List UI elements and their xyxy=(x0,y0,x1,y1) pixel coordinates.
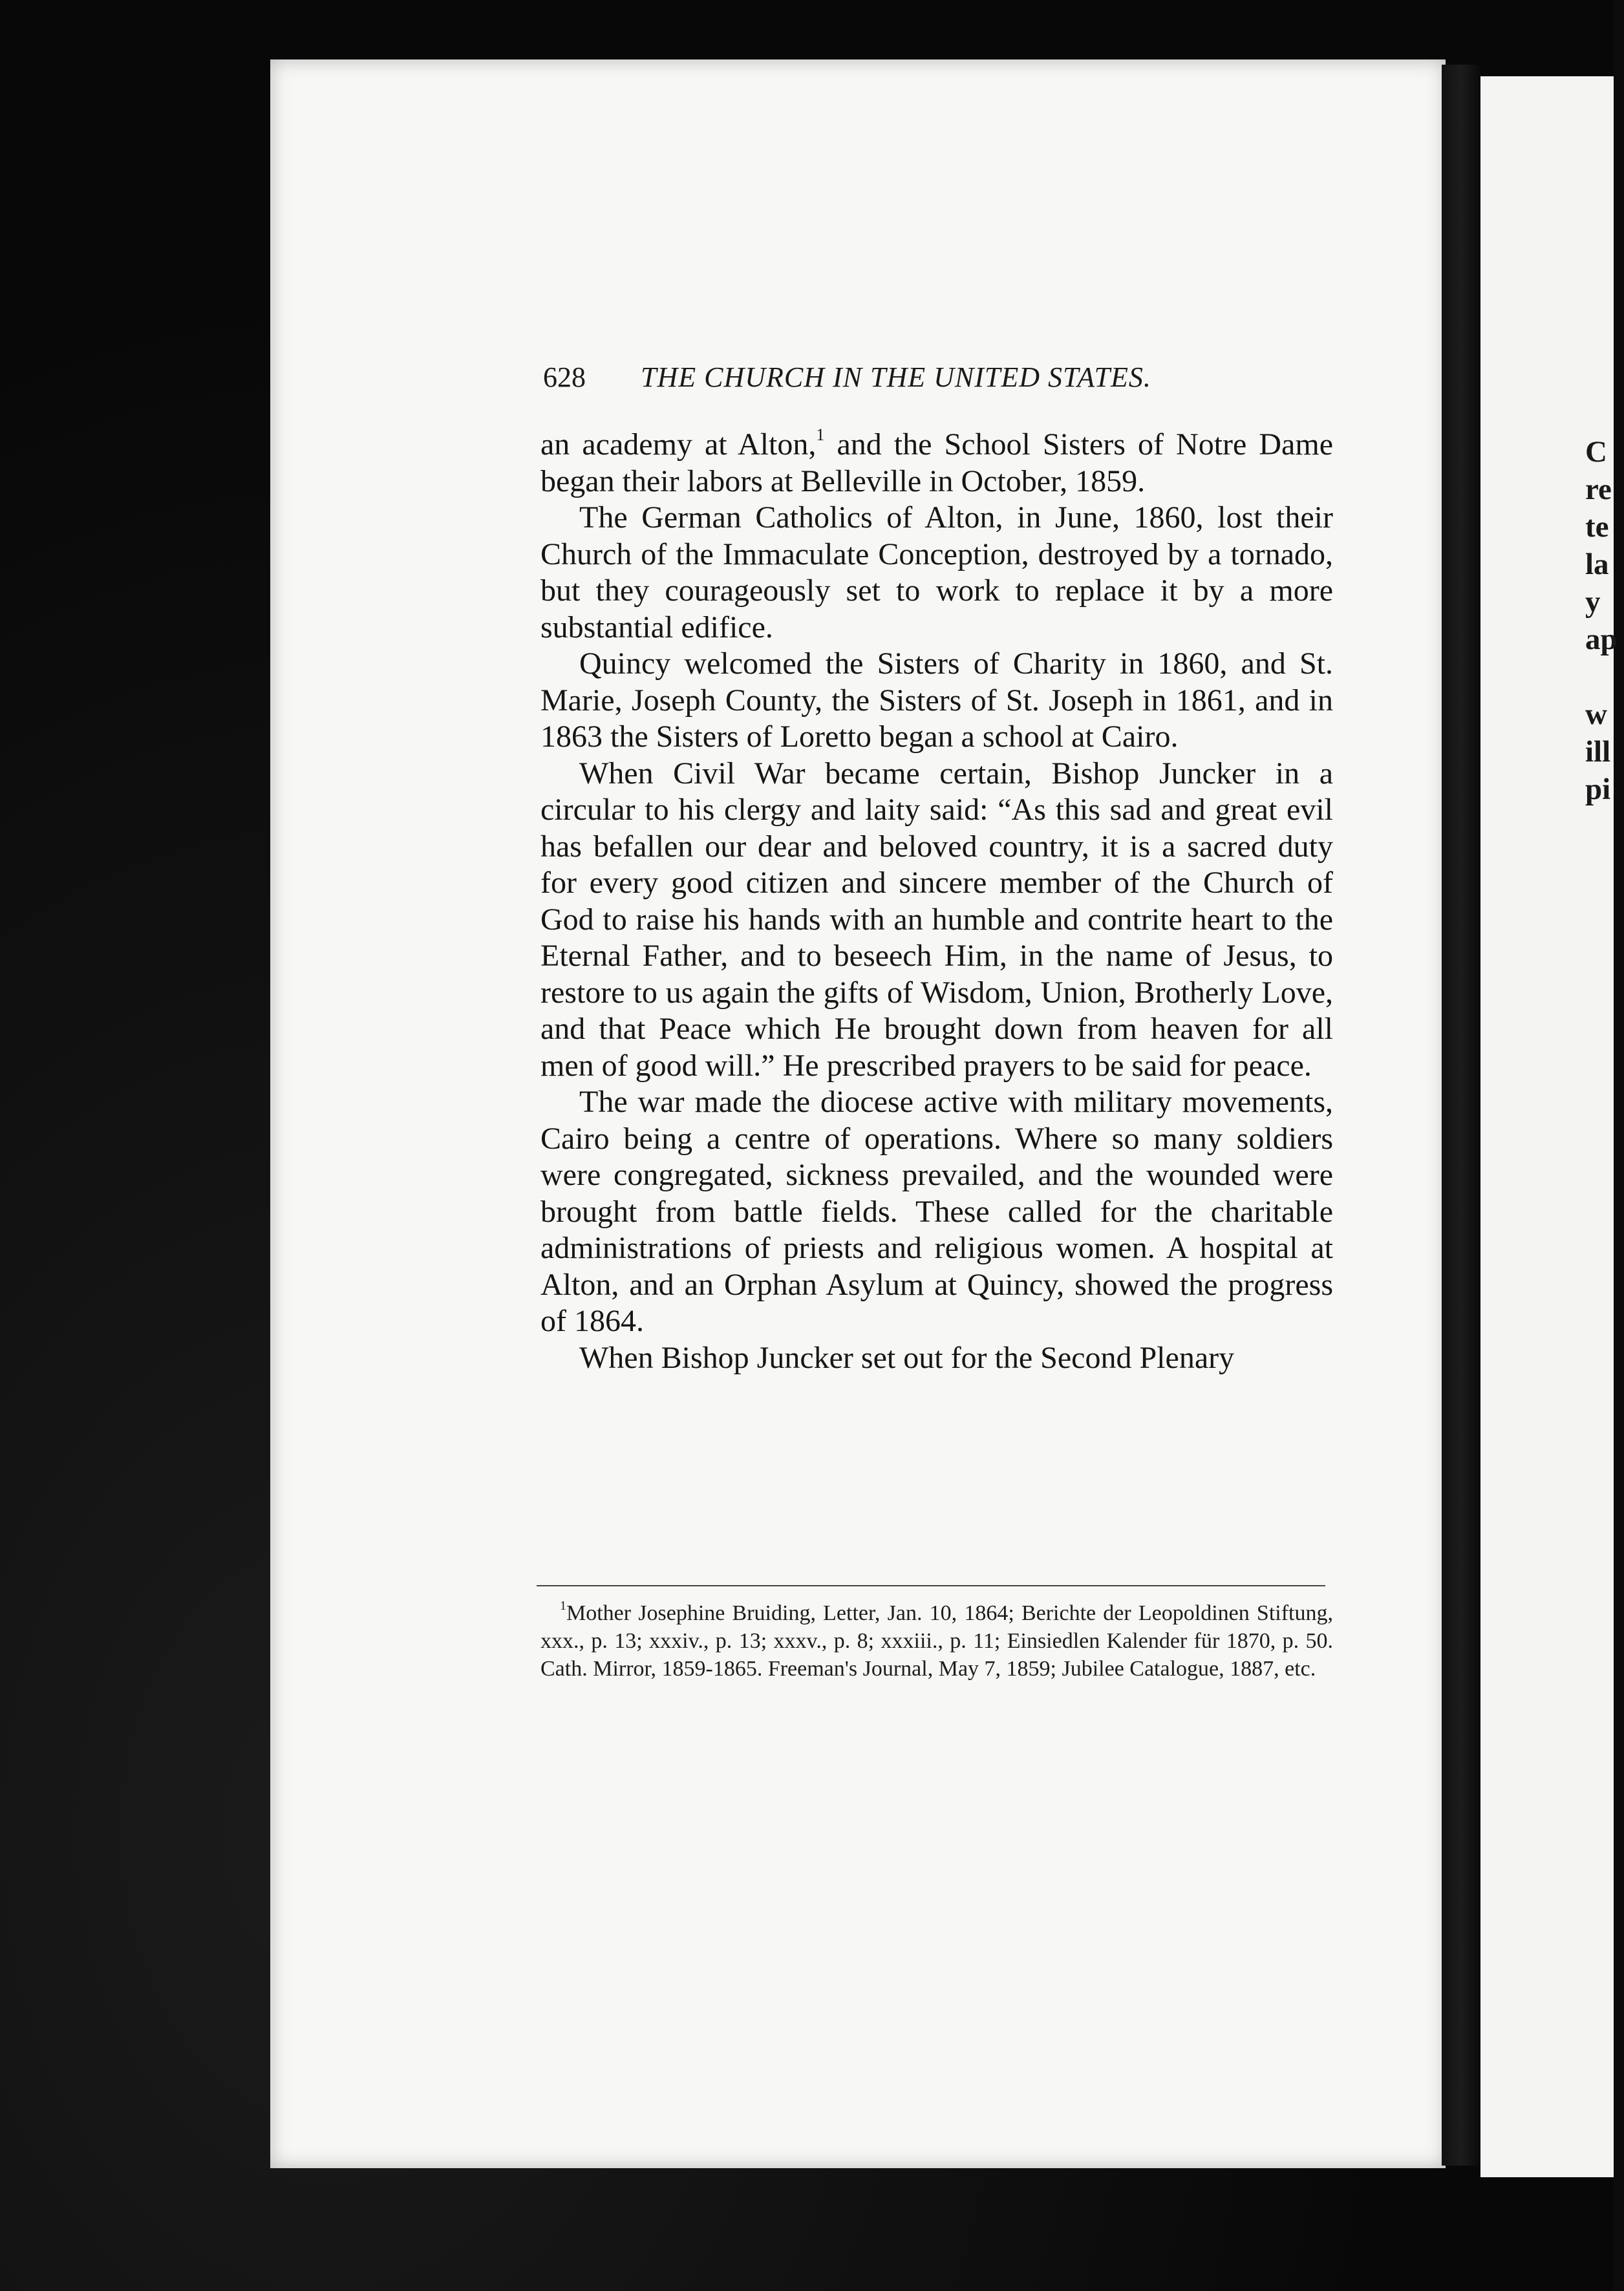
footnote-text: Mother Josephine Bruiding, Letter, Jan. 10, 1864; Berichte der Leopoldinen Stiftung, xxx., p. 13; xxxiv., p. 13; xxxv., p. 8; xxxiii., p. 11; Einsiedlen Kalender für 1870, p. 50. Cath. Mirror, 1859-1865. Freeman's Journal, May 7, 1859; Jubilee Catalogue, 1887, etc. xyxy=(540,1601,1333,1681)
paragraph: Quincy welcomed the Sisters of Charity in 1860, and St. Marie, Joseph County, the Sisters of St. Joseph in 1861, and in 1863 the Sisters of Loretto began a school at Cairo. xyxy=(540,646,1333,754)
paragraph: The war made the diocese active with military movements, Cairo being a centre of operations. Where so many soldiers were congregated, sickness prevailed, and the wounded were brought from battle fields. These called for the charitable administrations of priests and religious women. A hospital at Alton, and an Orphan Asylum at Quincy, showed the progress of 1864. xyxy=(540,1085,1333,1338)
page-number: 628 xyxy=(543,361,586,393)
facing-fragment: ill xyxy=(1585,735,1611,769)
facing-page xyxy=(1480,76,1614,2177)
facing-fragment: la xyxy=(1585,548,1609,581)
footnote-rule xyxy=(537,1585,1325,1586)
facing-fragment: C xyxy=(1585,435,1607,469)
facing-gap xyxy=(1585,658,1624,696)
facing-fragment: pi xyxy=(1585,773,1611,806)
footnote-paragraph xyxy=(540,1599,1333,1683)
facing-fragment: ap xyxy=(1585,623,1618,656)
facing-fragment: re xyxy=(1585,473,1612,506)
page-gutter xyxy=(1442,65,1480,2166)
paragraph-text: and the School Sisters of Notre Dame began their labors at Belleville in October, 1859. xyxy=(540,427,1333,498)
paragraph xyxy=(540,427,1333,500)
facing-fragment: te xyxy=(1585,510,1609,544)
main-text xyxy=(540,427,1333,1376)
facing-fragment: w xyxy=(1585,698,1607,731)
paragraph: When Civil War became certain, Bishop Juncker in a circular to his clergy and laity said: “As this sad and great evil has befallen our dear and beloved country, it is a sacred duty for every good citizen and sincere member of the Church of God to raise his hands with an humble and contrite heart to the Eternal Father, and to beseech Him, in the name of Jesus, to restore to us again the gifts of Wisdom, Union, Brotherly Love, and that Peace which He brought down from heaven for all men of good will.” He prescribed prayers to be said for peace. xyxy=(540,756,1333,1083)
paragraph: When Bishop Juncker set out for the Second Plenary xyxy=(579,1340,1235,1375)
paragraph: The German Catholics of Alton, in June, 1860, lost their Church of the Immaculate Conception, destroyed by a tornado, but they courageously set to work to replace it by a more substantial edifice. xyxy=(540,500,1333,645)
facing-page-text xyxy=(1585,433,1624,808)
running-title: THE CHURCH IN THE UNITED STATES. xyxy=(641,361,1151,393)
footnote-mark: 1 xyxy=(560,1599,566,1613)
paragraph-text: an academy at Alton, xyxy=(540,427,817,462)
footnote xyxy=(540,1599,1333,1683)
running-header xyxy=(543,361,1254,394)
footnote-reference: 1 xyxy=(816,425,825,444)
facing-fragment: y xyxy=(1585,585,1601,619)
